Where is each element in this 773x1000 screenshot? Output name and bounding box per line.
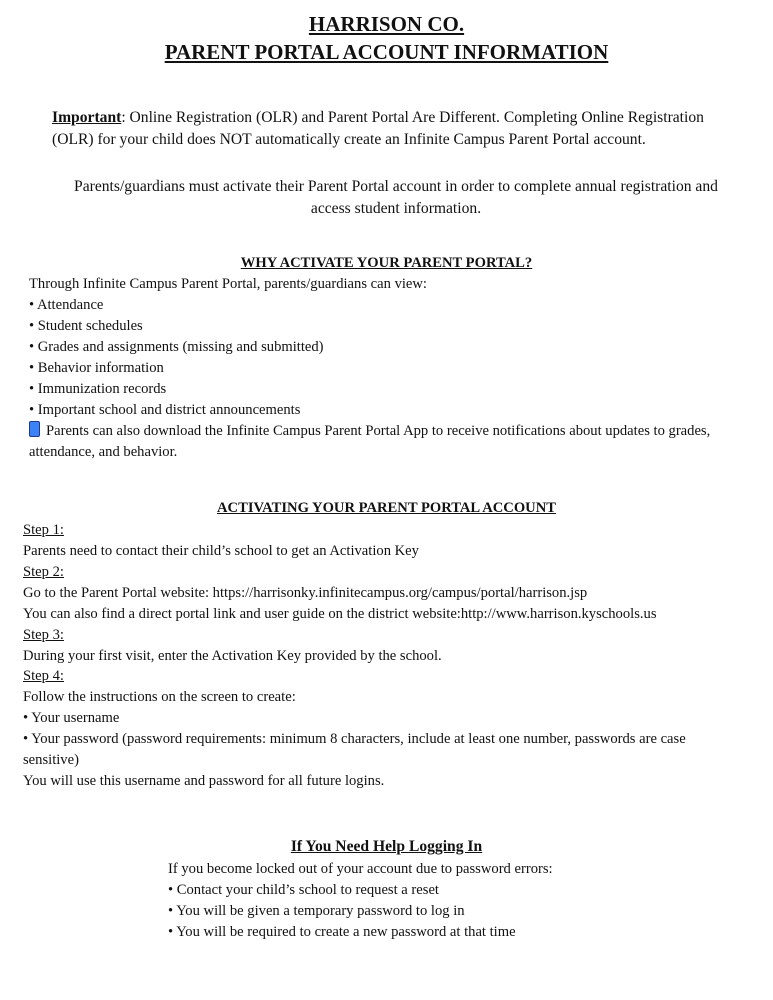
list-item: • Contact your child’s school to request a reset	[168, 882, 439, 898]
list-item: • Important school and district announcements	[29, 402, 301, 418]
list-item: • Student schedules	[29, 318, 143, 334]
list-item: • Immunization records	[29, 381, 167, 397]
list-item: • You will be given a temporary password to log in	[168, 903, 465, 919]
important-text: : Online Registration (OLR) and Parent Portal Are Different. Completing Online Registration (OLR) for your child does NOT automatically create an Infinite Campus Parent Portal account.	[52, 109, 704, 148]
step-4-username: • Your username	[23, 710, 120, 726]
step-2-label: Step 2:	[23, 564, 64, 580]
step-1-label: Step 1:	[23, 522, 64, 538]
step-3-label: Step 3:	[23, 627, 64, 643]
step-4-footer: You will use this username and password for all future logins.	[23, 773, 385, 789]
why-activate-heading: WHY ACTIVATE YOUR PARENT PORTAL?	[240, 255, 533, 271]
list-item: • Grades and assignments (missing and submitted)	[29, 339, 324, 355]
list-item: • Behavior information	[29, 360, 164, 376]
app-note	[29, 421, 749, 463]
list-item: • You will be required to create a new password at that time	[168, 924, 516, 940]
list-item: • Attendance	[29, 297, 104, 313]
step-4-intro: Follow the instructions on the screen to create:	[23, 689, 296, 705]
activation-notice: Parents/guardians must activate their Parent Portal account in order to complete annual registration and access student information.	[74, 178, 718, 217]
help-heading: If You Need Help Logging In	[290, 838, 483, 855]
step-3-text: During your first visit, enter the Activation Key provided by the school.	[23, 648, 442, 664]
step-1-text: Parents need to contact their child’s school to get an Activation Key	[23, 543, 419, 559]
page-title-county: HARRISON CO.	[308, 12, 465, 36]
app-note-text: Parents can also download the Infinite Campus Parent Portal App to receive notifications about updates to grades, attendance, and behavior.	[29, 423, 711, 460]
step-4-label: Step 4:	[23, 668, 64, 684]
activating-heading: ACTIVATING YOUR PARENT PORTAL ACCOUNT	[217, 500, 556, 516]
why-intro: Through Infinite Campus Parent Portal, parents/guardians can view:	[29, 276, 427, 292]
important-paragraph	[52, 107, 732, 151]
step-4-password: • Your password (password requirements: minimum 8 characters, include at least one number, passwords are case sensitive)	[23, 731, 686, 768]
help-intro: If you become locked out of your account due to password errors:	[168, 861, 553, 877]
step-2-district-link-text: You can also find a direct portal link and user guide on the district website:http://www.harrison.kyschools.us	[23, 606, 657, 622]
important-label: Important	[52, 109, 122, 126]
step-2-text: Go to the Parent Portal website: https://harrisonky.infinitecampus.org/campus/portal/harrison.jsp	[23, 585, 588, 601]
mobile-phone-icon	[29, 421, 40, 437]
page-title-portal: PARENT PORTAL ACCOUNT INFORMATION	[164, 40, 609, 64]
